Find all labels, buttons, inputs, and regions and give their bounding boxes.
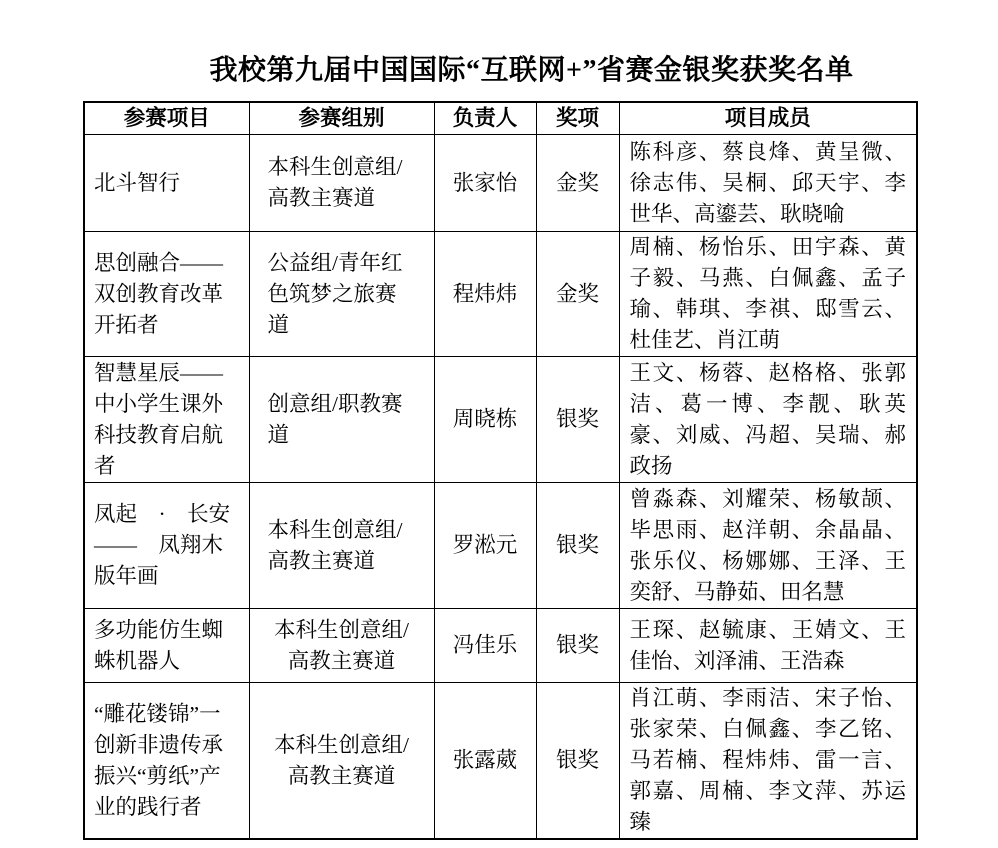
project-name: 智慧星辰——中小学生课外科技教育启航者 [84, 357, 249, 483]
member-list: 陈科彦、蔡良烽、黄呈微、徐志伟、吴桐、邱天宇、李世华、高鎏芸、耿晓喻 [619, 135, 917, 232]
header-project: 参赛项目 [84, 102, 249, 135]
table-row-3 [84, 357, 917, 483]
leader-name: 张露葳 [434, 683, 536, 840]
table-row-2 [84, 232, 917, 357]
leader-name: 周晓栋 [434, 357, 536, 483]
leader-name: 冯佳乐 [434, 609, 536, 683]
award-level: 银奖 [536, 683, 619, 840]
member-list: 王琛、赵毓康、王婧文、王佳怡、刘泽浦、王浩森 [619, 609, 917, 683]
member-list: 肖江萌、李雨洁、宋子怡、张家荣、白佩鑫、李乙铭、马若楠、程炜炜、雷一言、郭嘉、周楠、李文萍、苏运臻 [619, 683, 917, 840]
competition-group: 公益组/青年红色筑梦之旅赛道 [249, 232, 434, 357]
project-name: 北斗智行 [84, 135, 249, 232]
member-list: 曾淼森、刘耀荣、杨敏颉、毕思雨、赵洋朝、余晶晶、张乐仪、杨娜娜、王泽、王奕舒、马静茹、田名慧 [619, 483, 917, 609]
award-level: 银奖 [536, 357, 619, 483]
award-level: 金奖 [536, 232, 619, 357]
member-list: 王文、杨蓉、赵格格、张郭洁、葛一博、李靓、耿英豪、刘威、冯超、吴瑞、郝政扬 [619, 357, 917, 483]
project-name: 凤起 · 长安—— 凤翔木版年画 [84, 483, 249, 609]
competition-group: 创意组/职教赛道 [249, 357, 434, 483]
table-row-5 [84, 609, 917, 683]
member-list: 周楠、杨怡乐、田宇森、黄子毅、马燕、白佩鑫、孟子瑜、韩琪、李祺、邸雪云、杜佳艺、肖江萌 [619, 232, 917, 357]
leader-name: 罗淞元 [434, 483, 536, 609]
header-members: 项目成员 [619, 102, 917, 135]
competition-group: 本科生创意组/高教主赛道 [249, 683, 434, 840]
document-title: 我校第九届中国国际“互联网+”省赛金银奖获奖名单 [209, 55, 854, 86]
header-award: 奖项 [536, 102, 619, 135]
leader-name: 张家怡 [434, 135, 536, 232]
project-name: “雕花镂锦”一创新非遗传承振兴“剪纸”产业的践行者 [84, 683, 249, 840]
header-leader: 负责人 [434, 102, 536, 135]
leader-name: 程炜炜 [434, 232, 536, 357]
project-name: 思创融合——双创教育改革开拓者 [84, 232, 249, 357]
table-header-row [84, 102, 917, 135]
award-level: 银奖 [536, 609, 619, 683]
table-row-1 [84, 135, 917, 232]
table-row-6 [84, 683, 917, 840]
competition-group: 本科生创意组/高教主赛道 [249, 483, 434, 609]
award-level: 金奖 [536, 135, 619, 232]
header-group: 参赛组别 [249, 102, 434, 135]
table-row-4 [84, 483, 917, 609]
competition-group: 本科生创意组/高教主赛道 [249, 609, 434, 683]
award-level: 银奖 [536, 483, 619, 609]
project-name: 多功能仿生蜘蛛机器人 [84, 609, 249, 683]
competition-group: 本科生创意组/高教主赛道 [249, 135, 434, 232]
award-table [83, 101, 918, 840]
